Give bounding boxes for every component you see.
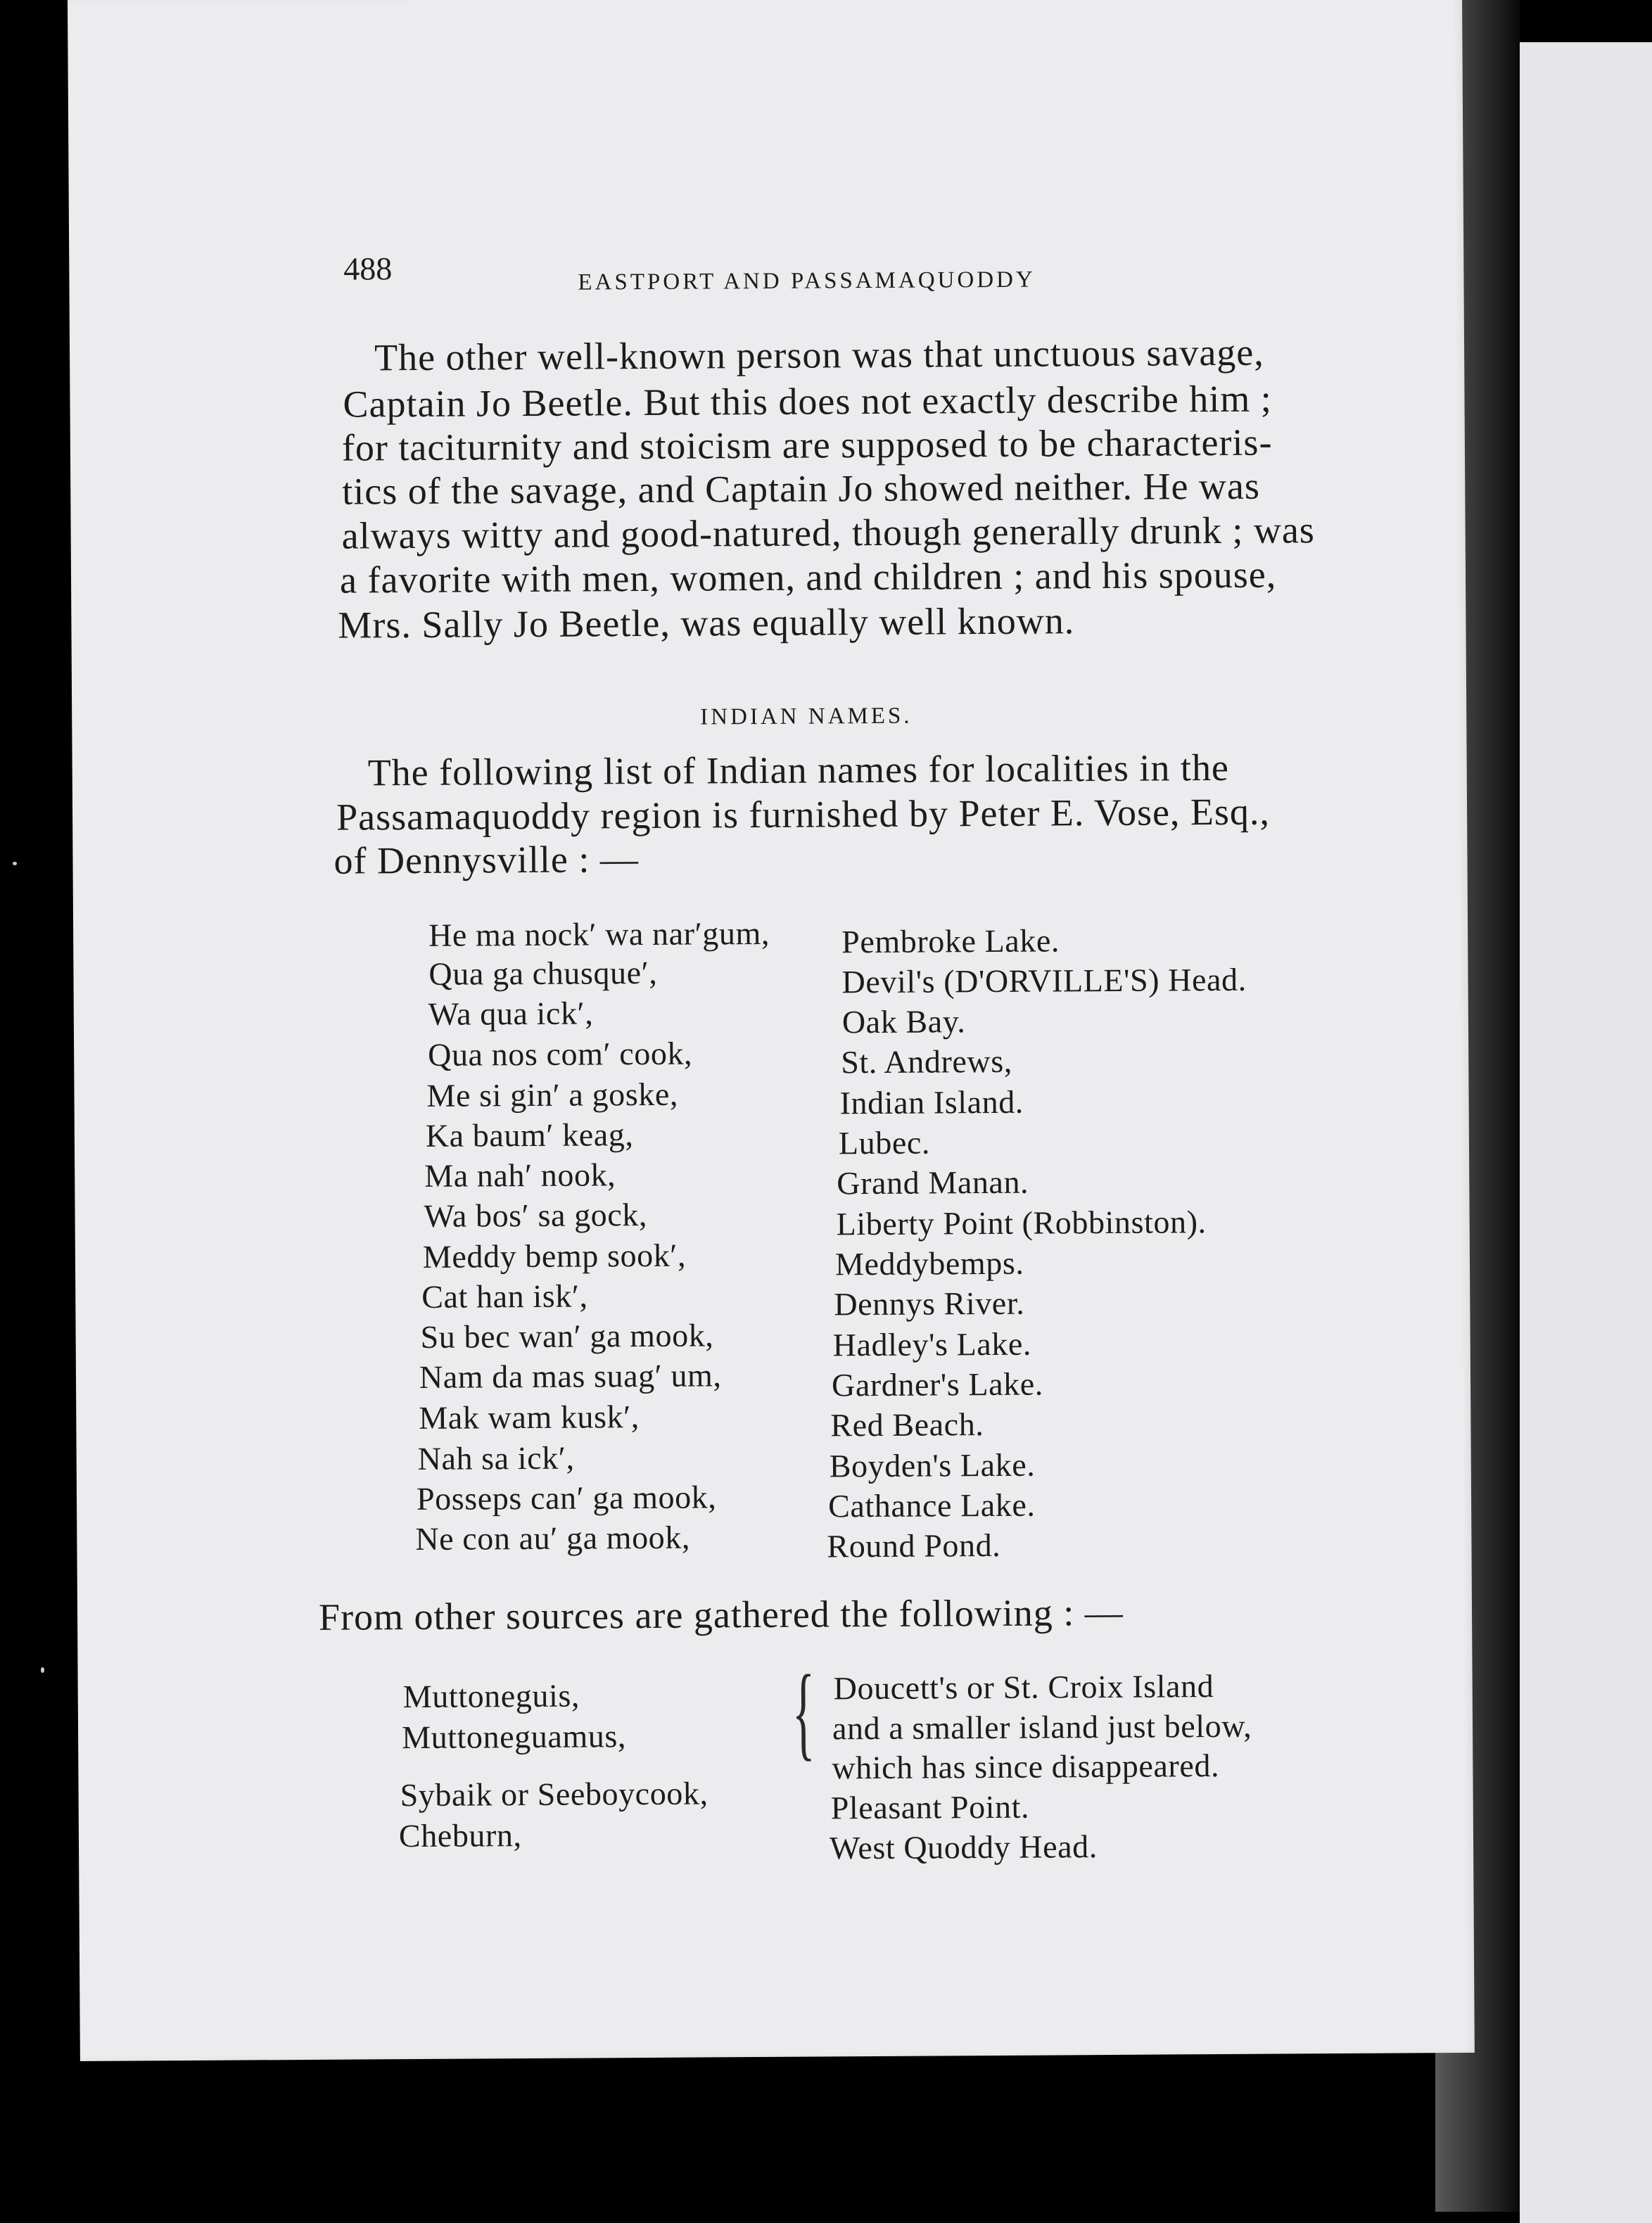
locality-name: Oak Bay. bbox=[841, 1003, 966, 1040]
indian-name: Nam da mas suag′ um, bbox=[419, 1357, 722, 1395]
indian-name: Ka baum′ keag, bbox=[425, 1116, 634, 1154]
locality-name: Indian Island. bbox=[839, 1083, 1024, 1121]
locality-name: West Quoddy Head. bbox=[829, 1828, 1098, 1866]
locality-name: Boyden's Lake. bbox=[829, 1446, 1036, 1484]
indian-name: Nah sa ick′, bbox=[417, 1439, 575, 1477]
locality-name: Grand Manan. bbox=[837, 1164, 1029, 1202]
indian-name: Ma nah′ nook, bbox=[424, 1157, 616, 1194]
indian-name: He ma nock′ wa nar′gum, bbox=[428, 915, 770, 953]
paragraph-line: for taciturnity and stoicism are supposed to be characteris- bbox=[341, 421, 1273, 469]
indian-name: Posseps can′ ga mook, bbox=[416, 1479, 717, 1517]
paragraph-line: Mrs. Sally Jo Beetle, was equally well known. bbox=[338, 599, 1075, 646]
indian-name: Wa qua ick′, bbox=[428, 995, 594, 1032]
locality-name: Devil's (D'ORVILLE'S) Head. bbox=[841, 961, 1247, 1000]
locality-name: Gardner's Lake. bbox=[831, 1365, 1044, 1403]
indian-name: Mak wam kusk′, bbox=[419, 1399, 640, 1436]
locality-name: Liberty Point (Robbinston). bbox=[836, 1204, 1207, 1242]
locality-name: Pembroke Lake. bbox=[841, 922, 1060, 960]
curly-brace-icon: { bbox=[792, 1653, 815, 1771]
locality-name: Cathance Lake. bbox=[827, 1486, 1036, 1524]
section-heading: INDIAN NAMES. bbox=[700, 703, 913, 730]
locality-name: and a smaller island just below, bbox=[832, 1707, 1252, 1747]
paragraph-line: of Dennysville : — bbox=[333, 838, 640, 882]
paragraph-line: tics of the savage, and Captain Jo showed neither. He was bbox=[342, 464, 1261, 513]
paragraph-line: Passamaquoddy region is furnished by Peter E. Vose, Esq., bbox=[336, 790, 1271, 839]
scan-speck bbox=[41, 1667, 44, 1673]
book-page bbox=[68, 0, 1475, 2061]
running-title: EASTPORT AND PASSAMAQUODDY bbox=[578, 267, 1036, 295]
indian-name: Muttoneguis, bbox=[402, 1677, 580, 1715]
indian-name: Meddy bemp sook′, bbox=[422, 1237, 687, 1275]
paragraph-line: Captain Jo Beetle. But this does not exactly describe him ; bbox=[343, 377, 1272, 426]
paragraph-line: a favorite with men, women, and children ; and his spouse, bbox=[339, 553, 1277, 601]
indian-name: Cat han isk′, bbox=[421, 1278, 588, 1315]
indian-name: Ne con au′ ga mook, bbox=[415, 1519, 691, 1558]
locality-name: Hadley's Lake. bbox=[832, 1325, 1032, 1363]
indian-name: Muttoneguamus, bbox=[401, 1718, 627, 1756]
locality-name: Round Pond. bbox=[827, 1527, 1001, 1565]
locality-name: Lubec. bbox=[838, 1124, 931, 1161]
locality-name: Meddybemps. bbox=[834, 1244, 1024, 1282]
indian-name: Me si gin′ a goske, bbox=[426, 1076, 679, 1114]
indian-name: Cheburn, bbox=[398, 1817, 522, 1854]
page-number: 488 bbox=[343, 250, 393, 287]
facing-page-edge bbox=[1520, 42, 1652, 2223]
paragraph-line: The other well-known person was that unctuous savage, bbox=[374, 331, 1264, 379]
locality-name: St. Andrews, bbox=[841, 1043, 1013, 1081]
locality-name: Doucett's or St. Croix Island bbox=[833, 1668, 1214, 1707]
locality-name: which has since disappeared. bbox=[832, 1747, 1220, 1786]
locality-name: Red Beach. bbox=[830, 1406, 984, 1444]
paragraph-line: The following list of Indian names for localities in the bbox=[367, 746, 1230, 794]
paragraph-line: always witty and good-natured, though generally drunk ; was bbox=[341, 509, 1316, 557]
locality-name: Dennys River. bbox=[834, 1285, 1025, 1323]
indian-name: Qua nos com′ cook, bbox=[428, 1035, 693, 1073]
indian-name: Sybaik or Seeboycook, bbox=[400, 1775, 709, 1814]
scan-speck bbox=[13, 862, 17, 865]
other-sources-intro: From other sources are gathered the following : — bbox=[318, 1591, 1124, 1638]
indian-name: Wa bos′ sa gock, bbox=[424, 1196, 648, 1234]
indian-name: Qua ga chusque′, bbox=[428, 954, 658, 992]
indian-name: Su bec wan′ ga mook, bbox=[420, 1317, 714, 1355]
locality-name: Pleasant Point. bbox=[830, 1788, 1030, 1826]
